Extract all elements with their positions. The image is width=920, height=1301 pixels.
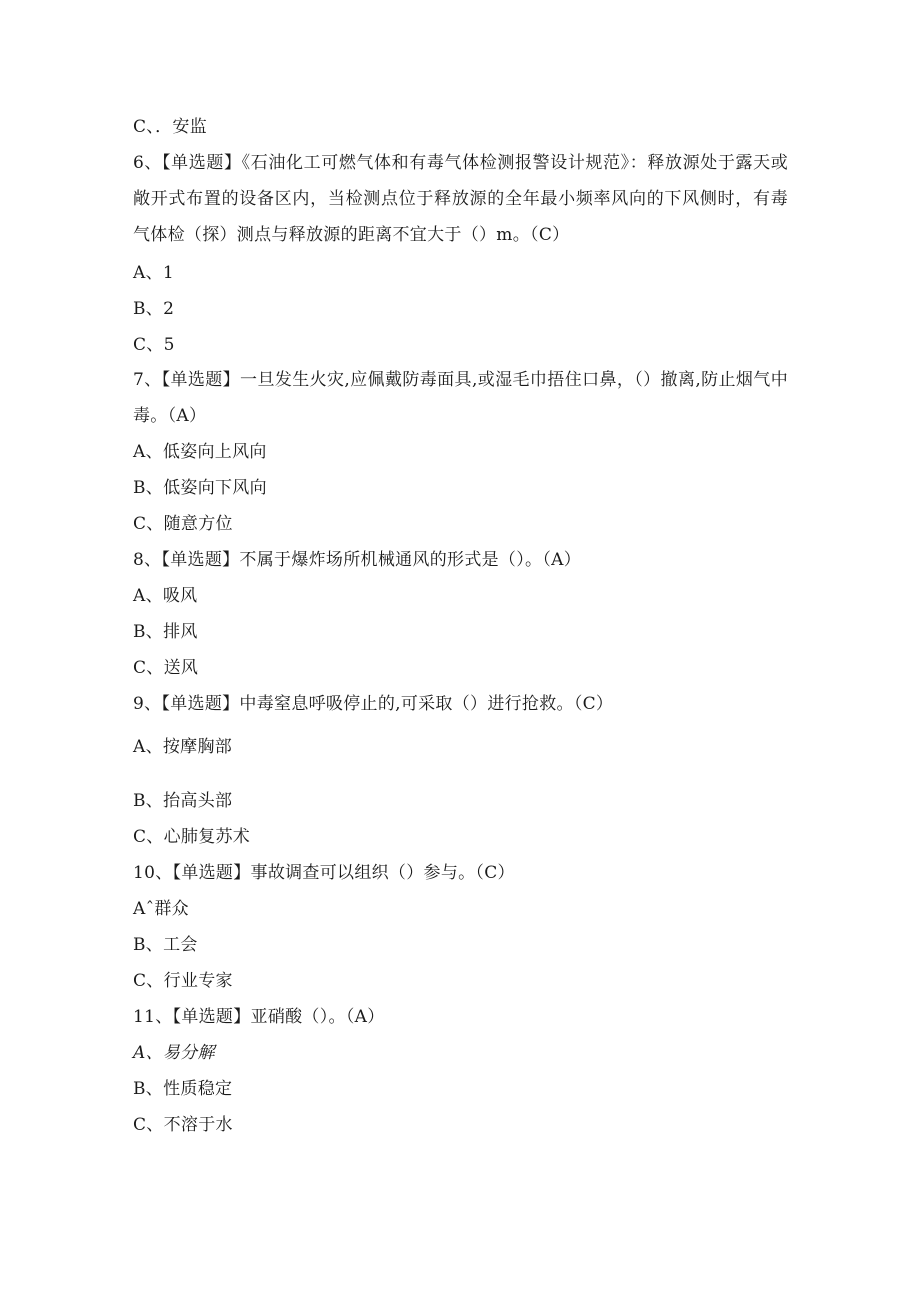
question-8-option-a: A、吸风 — [133, 586, 198, 606]
question-9-option-c: C、心肺复苏术 — [133, 827, 251, 847]
question-6-option-c: C、5 — [133, 335, 175, 355]
question-10-option-a: Aˆ群众 — [133, 899, 189, 919]
question-7-text: 7、【单选题】一旦发生火灾,应佩戴防毒面具,或湿毛巾捂住口鼻，（）撤离,防止烟气中毒。（A） — [133, 370, 788, 426]
question-8-option-c: C、送风 — [133, 658, 199, 678]
question-11-text: 11、【单选题】亚硝酸（）。（A） — [133, 1007, 385, 1027]
question-9-option-a: A、按摩胸部 — [133, 737, 233, 757]
question-6-text: 6、【单选题】《石油化工可燃气体和有毒气体检测报警设计规范》：释放源处于露天或敞开式布置的设备区内，当检测点位于释放源的全年最小频率风向的下风侧时，有毒气体检（探）测点与释放源的距离不宜大于（）m。（C） — [133, 153, 788, 245]
question-11-option-b: B、性质稳定 — [133, 1079, 233, 1099]
question-10-text: 10、【单选题】事故调查可以组织（）参与。（C） — [133, 863, 515, 883]
question-9-text: 9、【单选题】中毒窒息呼吸停止的,可采取（）进行抢救。（C） — [133, 694, 614, 714]
question-10-option-c: C、行业专家 — [133, 971, 233, 991]
question-8-option-b: B、排风 — [133, 622, 198, 642]
question-11-option-a: A、易分解 — [133, 1043, 215, 1063]
question-6-option-b: B、2 — [133, 299, 175, 319]
question-10-option-b: B、工会 — [133, 935, 198, 955]
question-7-option-b: B、低姿向下风向 — [133, 478, 267, 498]
question-7-option-a: A、低姿向上风向 — [133, 442, 267, 462]
question-7-option-c: C、随意方位 — [133, 514, 233, 534]
question-11-option-c: C、不溶于水 — [133, 1115, 233, 1135]
question-6-option-a: A、1 — [133, 263, 174, 283]
question-9-option-b: B、抬高头部 — [133, 791, 233, 811]
prev-option-c: C、．安监 — [133, 117, 208, 137]
question-8-text: 8、【单选题】不属于爆炸场所机械通风的形式是（）。（A） — [133, 550, 581, 570]
